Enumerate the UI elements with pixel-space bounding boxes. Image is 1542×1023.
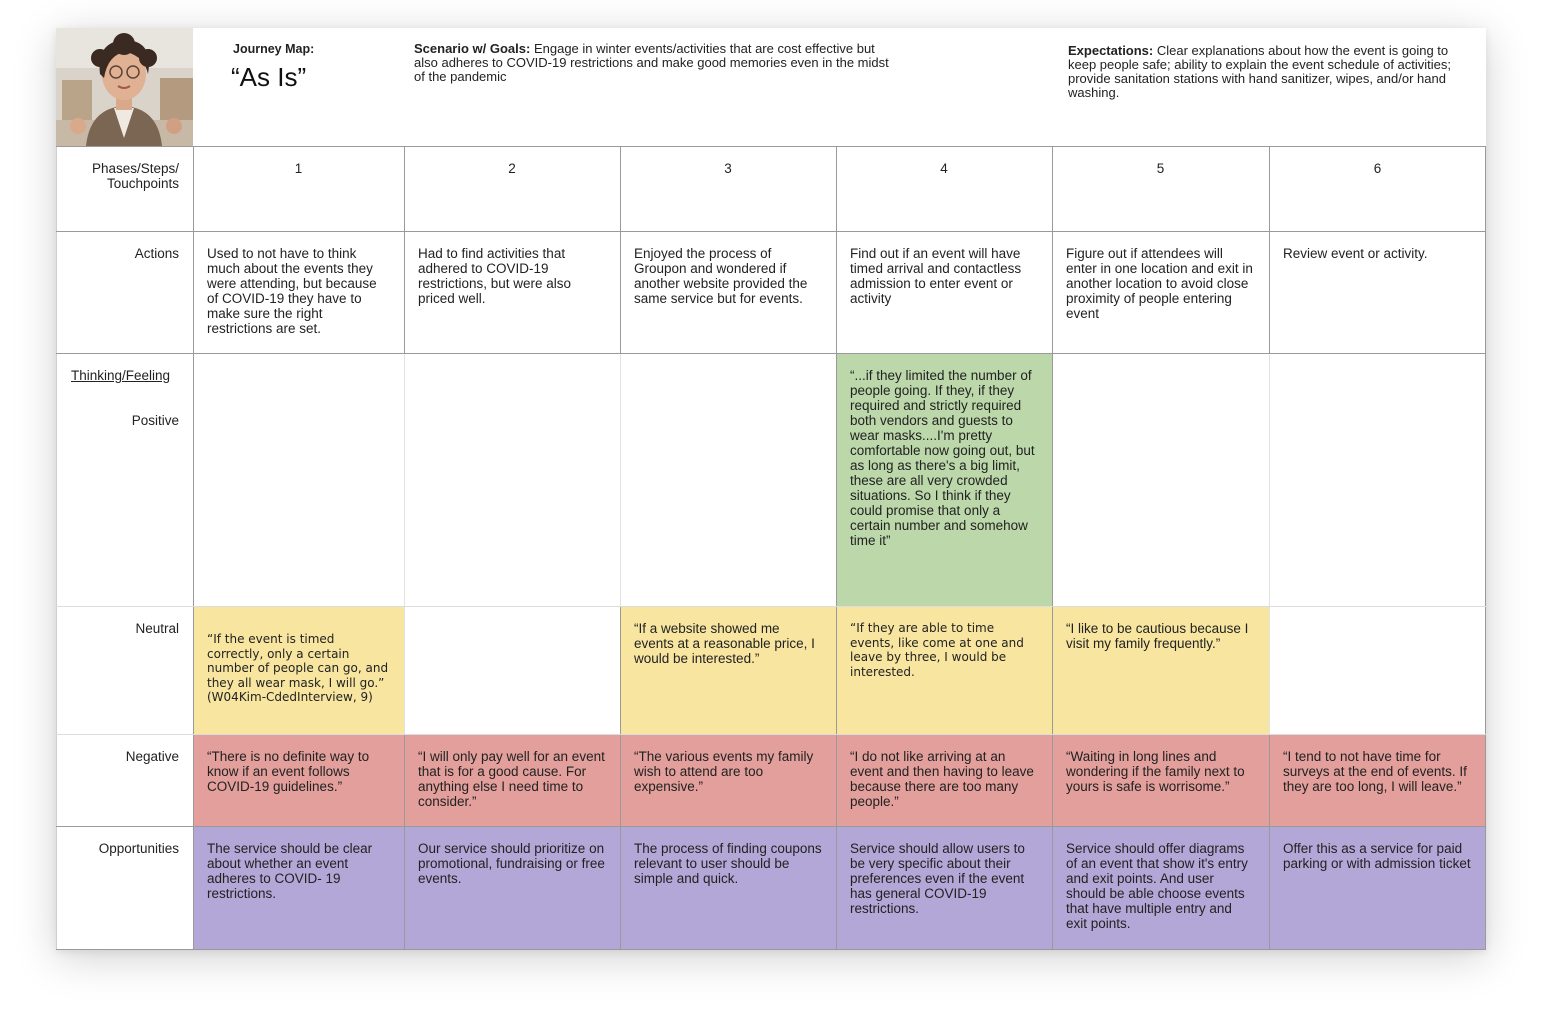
- grid-divider: [193, 146, 194, 949]
- negative-quote-cell: “I tend to not have time for surveys at the end of events. If they are too long, I will leave.”: [1269, 734, 1486, 826]
- neutral-quote-cell: “I like to be cautious because I visit my family frequently.”: [1052, 606, 1269, 734]
- grid-divider: [1269, 734, 1270, 949]
- expectations: [1068, 44, 1473, 100]
- grid-divider: [56, 146, 1486, 147]
- grid-divider: [1269, 146, 1270, 353]
- row-label-thinking: [56, 353, 193, 606]
- neutral-quote-cell: “If the event is timed correctly, only a certain number of people can go, and they all wear mask, I will go.” (W04Kim-CdedInterview, 9): [193, 606, 404, 734]
- row-label-negative: Negative: [125, 749, 179, 764]
- row-label-opportunities: Opportunities: [98, 841, 179, 856]
- neutral-quote-cell: “If a website showed me events at a reasonable price, I would be interested.”: [620, 606, 836, 734]
- expectations-label: Expectations:: [1068, 43, 1154, 58]
- row-label-actions: Actions: [134, 246, 179, 261]
- grid-divider: [620, 606, 621, 949]
- action-cell: Find out if an event will have timed arrival and contactless admission to enter event or activity: [850, 246, 1022, 306]
- action-cell: Review event or activity.: [1283, 246, 1428, 261]
- grid-divider: [56, 949, 1486, 950]
- grid-divider: [404, 734, 405, 949]
- action-cell: Figure out if attendees will enter in one location and exit in another location to avoid close proximity of people entering event: [1066, 246, 1253, 321]
- grid-divider: [836, 146, 837, 949]
- grid-divider: [404, 146, 405, 353]
- thinking-feeling-label: Thinking/Feeling: [71, 368, 171, 383]
- grid-divider: [56, 826, 1486, 827]
- grid-divider: [620, 353, 621, 606]
- persona-illustration: [56, 28, 193, 146]
- expectations-text: Clear explanations about how the event is going to keep people safe; ability to explain the event schedule of activities; provide sanitation stations with hand sanitizer, wipes, and/or hand washing.: [1068, 43, 1452, 100]
- scenario-goals: [414, 42, 894, 84]
- opportunity-cell: Offer this as a service for paid parking or with admission ticket: [1269, 826, 1486, 949]
- neutral-quote-cell: “If they are able to time events, like come at one and leave by three, I would be interested.: [836, 606, 1052, 734]
- action-cell: Used to not have to think much about the events they were attending, but because of COVID-19 they have to make sure the right restrictions are set.: [207, 246, 377, 336]
- phase-5: 5: [1156, 161, 1165, 176]
- grid-divider: [404, 353, 405, 734]
- grid-divider: [56, 353, 1486, 354]
- grid-divider: [620, 146, 621, 353]
- action-cell: Had to find activities that adhered to COVID-19 restrictions, but were also priced well.: [418, 246, 572, 306]
- journey-map-title: “As Is”: [231, 62, 307, 92]
- phase-2: 2: [508, 161, 516, 176]
- scenario-text: Engage in winter events/activities that are cost effective but also adheres to COVID-19 restrictions and make good memories even in the midst of the pandemic: [414, 41, 889, 84]
- scenario-label: Scenario w/ Goals:: [414, 41, 531, 56]
- action-cell: Enjoyed the process of Groupon and wondered if another website provided the same service but for events.: [634, 246, 808, 306]
- journey-map-header: [56, 28, 1486, 147]
- negative-quote-cell: “I will only pay well for an event that is for a good cause. For anything else I need time to consider.”: [404, 734, 620, 826]
- grid-divider: [56, 146, 57, 949]
- phase-4: 4: [940, 161, 948, 176]
- negative-quote-cell: “Waiting in long lines and wondering if the family next to yours is safe is worrisome.”: [1052, 734, 1269, 826]
- opportunity-cell: Service should allow users to be very specific about their preferences even if the event has general COVID-19 restrictions.: [836, 826, 1052, 949]
- negative-quote-cell: “There is no definite way to know if an event follows COVID-19 guidelines.”: [193, 734, 404, 826]
- phase-6: 6: [1373, 161, 1382, 176]
- persona-photo: [56, 28, 193, 146]
- row-label-neutral: Neutral: [135, 621, 179, 636]
- grid-divider: [56, 734, 1486, 735]
- positive-quote-cell: “...if they limited the number of people going. If they, if they required and strictly required both vendors and guests to wear masks....I'm pretty comfortable now going out, but as long as there's a big limit, these are all very crowded situations. So I think if they could promise that only a certain number and somehow time it”: [836, 353, 1052, 606]
- grid-divider: [1269, 353, 1270, 734]
- grid-divider: [56, 606, 1486, 607]
- opportunity-cell: The process of finding coupons relevant to user should be simple and quick.: [620, 826, 836, 949]
- opportunity-cell: Our service should prioritize on promotional, fundraising or free events.: [404, 826, 620, 949]
- opportunity-cell: The service should be clear about whether an event adheres to COVID- 19 restrictions.: [193, 826, 404, 949]
- negative-quote-cell: “The various events my family wish to attend are too expensive.”: [620, 734, 836, 826]
- grid-divider: [56, 231, 1486, 232]
- journey-map-label: Journey Map:: [233, 42, 315, 56]
- journey-map-sheet: [56, 28, 1486, 950]
- opportunity-cell: Service should offer diagrams of an event that show it's entry and exit points. And user should be able choose events that have multiple entry and exit points.: [1052, 826, 1269, 949]
- phase-1: 1: [294, 161, 303, 176]
- grid-divider: [1485, 146, 1486, 949]
- phase-3: 3: [724, 161, 732, 176]
- grid-divider: [1052, 146, 1053, 949]
- negative-quote-cell: “I do not like arriving at an event and then having to leave because there are too many people.”: [836, 734, 1052, 826]
- positive-label: Positive: [131, 413, 179, 428]
- row-label-phases: Phases/Steps/ Touchpoints: [91, 161, 179, 191]
